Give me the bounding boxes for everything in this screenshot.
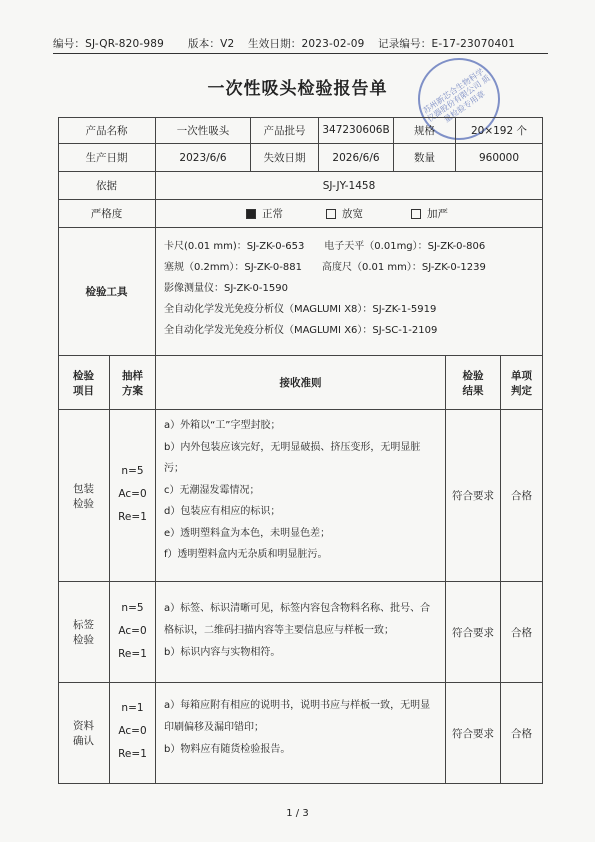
page-number: 1 / 3 [286, 808, 309, 819]
exp-date: 2026/6/6 [319, 144, 394, 172]
spec-label: 规格 [394, 117, 456, 144]
seal-text: 苏州新芯合生物科学仪器股份有限公司 质量检验专用章 [421, 66, 492, 125]
severity-tight-label: 加严 [427, 208, 448, 220]
severity-options [156, 200, 543, 228]
basis-value: SJ-JY-1458 [156, 172, 543, 200]
page-title: 一次性吸头检验报告单 [207, 79, 388, 99]
row-criteria [156, 683, 446, 784]
row-sampling [110, 683, 156, 784]
row-result: 符合要求 [446, 582, 501, 683]
tool-line: 塞规（0.2mm）：SJ-ZK-0-881 高度尺（0.01 mm）：SJ-ZK-0-1239 [164, 262, 486, 273]
col-sampling: 抽样方案 [110, 356, 156, 410]
row-criteria [156, 582, 446, 683]
criteria-line: c）无潮湿发霉情况； [164, 484, 260, 496]
version: 版本：V2 [188, 38, 235, 50]
criteria-line: b）标识内容与实物相符。 [164, 647, 281, 658]
criteria-line: b）内外包装应该完好，无明显破损、挤压变形，无明显脏污； [164, 441, 421, 474]
row-sampling [110, 410, 156, 582]
mfg-date: 2023/6/6 [156, 144, 251, 172]
criteria-line: a）外箱以“工”字型封胶； [164, 420, 281, 431]
sampling-re: Re=1 [118, 748, 147, 760]
severity-label: 严格度 [58, 200, 156, 228]
criteria-line: a）标签、标识清晰可见，标签内容包含物料名称、批号、合格标识，二维码扫描内容等主要信息应与样板一致； [164, 603, 431, 636]
sampling-n: n=5 [121, 602, 144, 614]
criteria-line: e）透明塑料盒为本色，未明显色差； [164, 527, 331, 539]
sampling-re: Re=1 [118, 648, 147, 660]
sampling-n: n=5 [121, 465, 144, 477]
product-name: 一次性吸头 [156, 117, 251, 144]
row-item: 标签检验 [58, 582, 110, 683]
col-judge: 单项判定 [501, 356, 543, 410]
sampling-ac: Ac=0 [118, 488, 147, 500]
row-item: 包装检验 [58, 410, 110, 582]
sampling-ac: Ac=0 [118, 625, 147, 637]
row-judge: 合格 [501, 582, 543, 683]
tools-label: 检验工具 [58, 228, 156, 356]
sampling-ac: Ac=0 [118, 725, 147, 737]
tool-line: 卡尺(0.01 mm)：SJ-ZK-0-653 电子天平（0.01mg）：SJ-ZK-0-806 [164, 241, 486, 252]
row-judge: 合格 [501, 683, 543, 784]
qty-label: 数量 [394, 144, 456, 172]
col-criteria: 接收准则 [156, 356, 446, 410]
record-number: 记录编号：E-17-23070401 [378, 38, 516, 50]
sampling-n: n=1 [121, 702, 144, 714]
effective-date: 生效日期：2023-02-09 [248, 38, 365, 50]
criteria-line: d）包装应有相应的标识； [164, 506, 281, 517]
severity-normal[interactable] [246, 206, 283, 221]
tool-line: 影像测量仪：SJ-ZK-0-1590 [164, 283, 288, 294]
row-item: 资料确认 [58, 683, 110, 784]
header-divider [53, 53, 548, 54]
checkbox-unchecked-icon [411, 209, 421, 219]
criteria-line: b）物料应有随货检验报告。 [164, 744, 291, 755]
product-name-label: 产品名称 [58, 117, 156, 144]
checkbox-checked-icon [246, 209, 256, 219]
inspection-table [58, 117, 543, 784]
row-sampling [110, 582, 156, 683]
spec-value: 20×192 个 [456, 117, 543, 144]
qty-value: 960000 [456, 144, 543, 172]
mfg-date-label: 生产日期 [58, 144, 156, 172]
severity-normal-label: 正常 [262, 208, 283, 220]
row-result: 符合要求 [446, 410, 501, 582]
doc-number: 编号：SJ-QR-820-989 [53, 38, 165, 50]
severity-relaxed[interactable] [326, 206, 363, 221]
row-criteria [156, 410, 446, 582]
criteria-line: a）每箱应附有相应的说明书，说明书应与样板一致，无明显印刷偏移及漏印错印； [164, 700, 431, 733]
row-judge: 合格 [501, 410, 543, 582]
exp-date-label: 失效日期 [251, 144, 319, 172]
col-item: 检验项目 [58, 356, 110, 410]
batch-label: 产品批号 [251, 117, 319, 144]
basis-label: 依据 [58, 172, 156, 200]
sampling-re: Re=1 [118, 511, 147, 523]
severity-relaxed-label: 放宽 [342, 208, 363, 220]
col-result: 检验结果 [446, 356, 501, 410]
batch-number: 347230606B [319, 117, 394, 144]
tools-list [156, 228, 543, 356]
tool-line: 全自动化学发光免疫分析仪（MAGLUMI X6）：SJ-SC-1-2109 [164, 325, 438, 336]
tool-line: 全自动化学发光免疫分析仪（MAGLUMI X8）：SJ-ZK-1-5919 [164, 304, 437, 315]
checkbox-unchecked-icon [326, 209, 336, 219]
row-result: 符合要求 [446, 683, 501, 784]
severity-tight[interactable] [411, 206, 448, 221]
criteria-line: f）透明塑料盒内无杂质和明显脏污。 [164, 549, 328, 560]
